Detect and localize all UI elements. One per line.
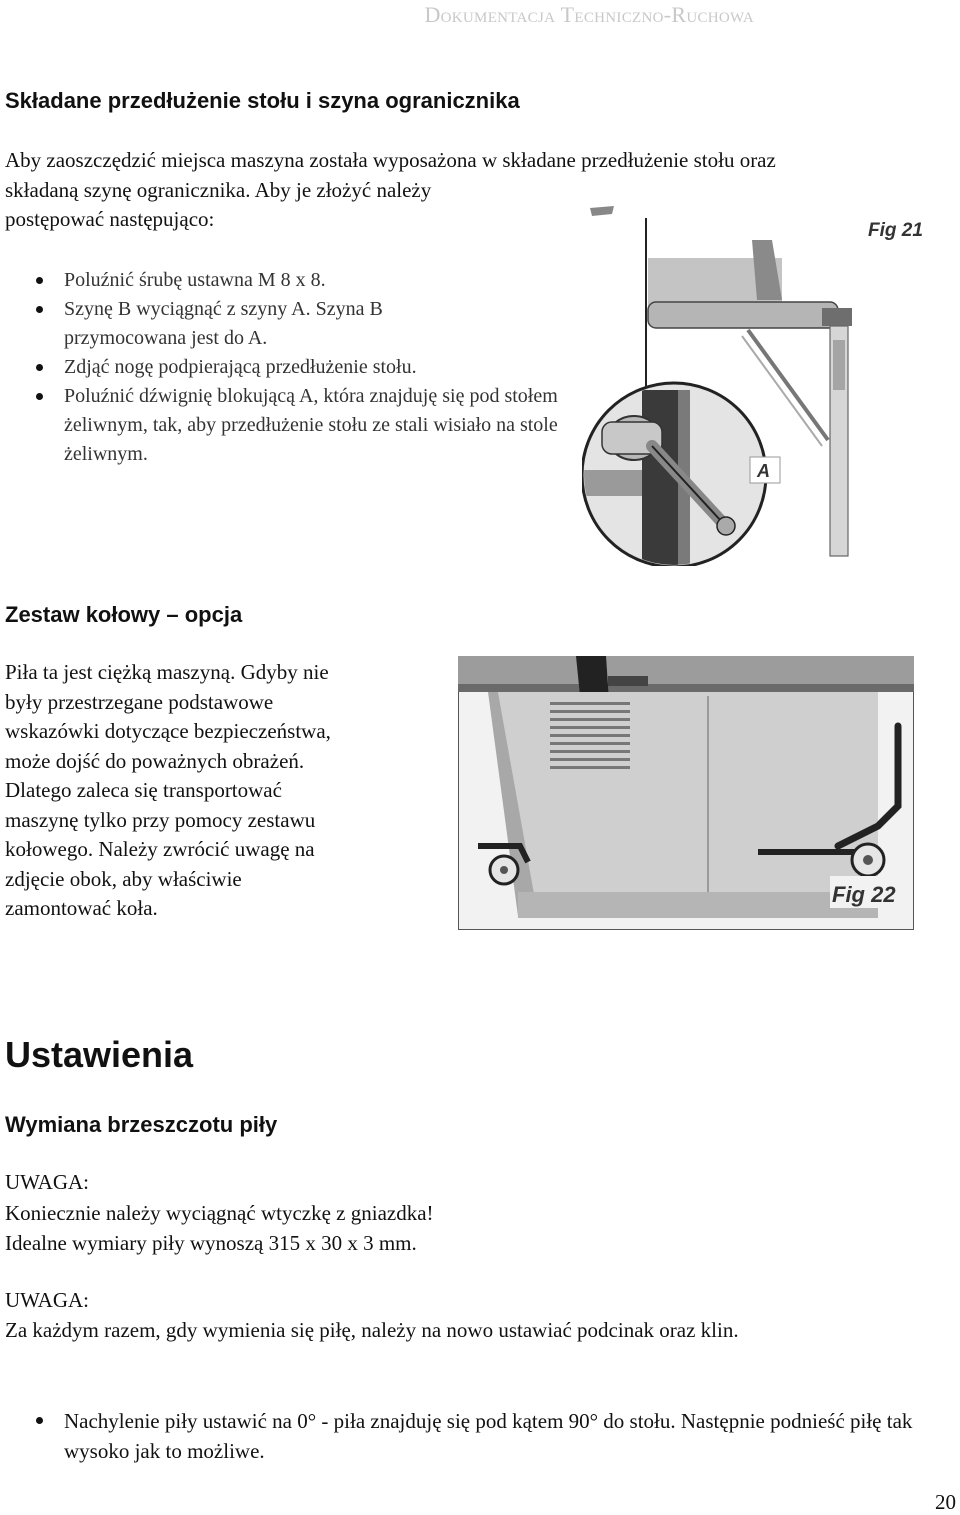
section-title-blade-replacement: Wymiana brzeszczotu piły xyxy=(5,1112,278,1137)
bullet-icon xyxy=(36,306,43,313)
figure-21-image xyxy=(582,200,942,566)
intro-line: postępować następująco: xyxy=(5,207,215,231)
warning-label: UWAGA: xyxy=(5,1288,89,1312)
warning-label: UWAGA: xyxy=(5,1170,89,1194)
figure-21-label: Fig 21 xyxy=(868,220,923,241)
warning-text: Idealne wymiary piły wynoszą 315 x 30 x 3 mm. xyxy=(5,1231,417,1255)
paragraph-line: Dlatego zaleca się transportować xyxy=(5,778,282,802)
warning-text: Za każdym razem, gdy wymienia się piłę, należy na nowo ustawiać podcinak oraz klin. xyxy=(5,1318,739,1342)
warning-text: Koniecznie należy wyciągnąć wtyczkę z gniazdka! xyxy=(5,1201,434,1225)
steps-list xyxy=(38,266,573,469)
paragraph-line: Piła ta jest ciężką maszyną. Gdyby nie xyxy=(5,660,329,684)
bullet-icon xyxy=(36,277,43,284)
figure-22-label: Fig 22 xyxy=(832,882,896,907)
page-header: Dokumentacja Techniczno-Ruchowa xyxy=(424,2,754,27)
paragraph-line: może dojść do poważnych obrażeń. xyxy=(5,748,305,773)
list-item: Szynę B wyciągnąć z szyny A. Szyna B przymocowana jest do A. xyxy=(38,295,484,353)
paragraph-line: maszynę tylko przy pomocy zestawu xyxy=(5,807,316,832)
paragraph-line: zamontować koła. xyxy=(5,896,158,920)
intro-line: składaną szynę ogranicznika. Aby je złożyć należy xyxy=(5,177,432,202)
paragraph-line: wskazówki dotyczące bezpieczeństwa, xyxy=(5,719,331,743)
list-item: Zdjąć nogę podpierającą przedłużenie stołu. xyxy=(38,353,573,382)
paragraph-line: zdjęcie obok, aby właściwie xyxy=(5,866,242,891)
figure-21-marker: A xyxy=(757,461,770,481)
bullet-icon xyxy=(36,1417,43,1424)
bullet-icon xyxy=(36,393,43,400)
blade-steps-list xyxy=(38,1406,928,1466)
list-item: Nachylenie piły ustawić na 0° - piła znajduję się pod kątem 90° do stołu. Następnie podnieść piłę tak wysoko jak to możliwe. xyxy=(38,1406,928,1466)
chapter-title-settings: Ustawienia xyxy=(5,1034,194,1075)
paragraph-line: kołowego. Należy zwrócić uwagę na xyxy=(5,837,315,861)
list-item: Poluźnić śrubę ustawna M 8 x 8. xyxy=(38,266,573,295)
intro-line: Aby zaoszczędzić miejsca maszyna została wyposażona w składane przedłużenie stołu oraz xyxy=(5,148,776,172)
bullet-icon xyxy=(36,364,43,371)
paragraph-line: były przestrzegane podstawowe xyxy=(5,689,274,714)
wheel-kit-paragraph xyxy=(5,658,445,924)
section-title-wheel-kit: Zestaw kołowy – opcja xyxy=(5,602,243,627)
figure-22-image xyxy=(458,656,914,930)
list-item: Poluźnić dźwignię blokującą A, która znajduję się pod stołem żeliwnym, tak, aby przedłużenie stołu ze stali wisiało na stole żeliwnym. xyxy=(38,382,573,469)
section-title-table-extension: Składane przedłużenie stołu i szyna ogranicznika xyxy=(5,88,520,113)
page-number: 20 xyxy=(935,1490,956,1514)
